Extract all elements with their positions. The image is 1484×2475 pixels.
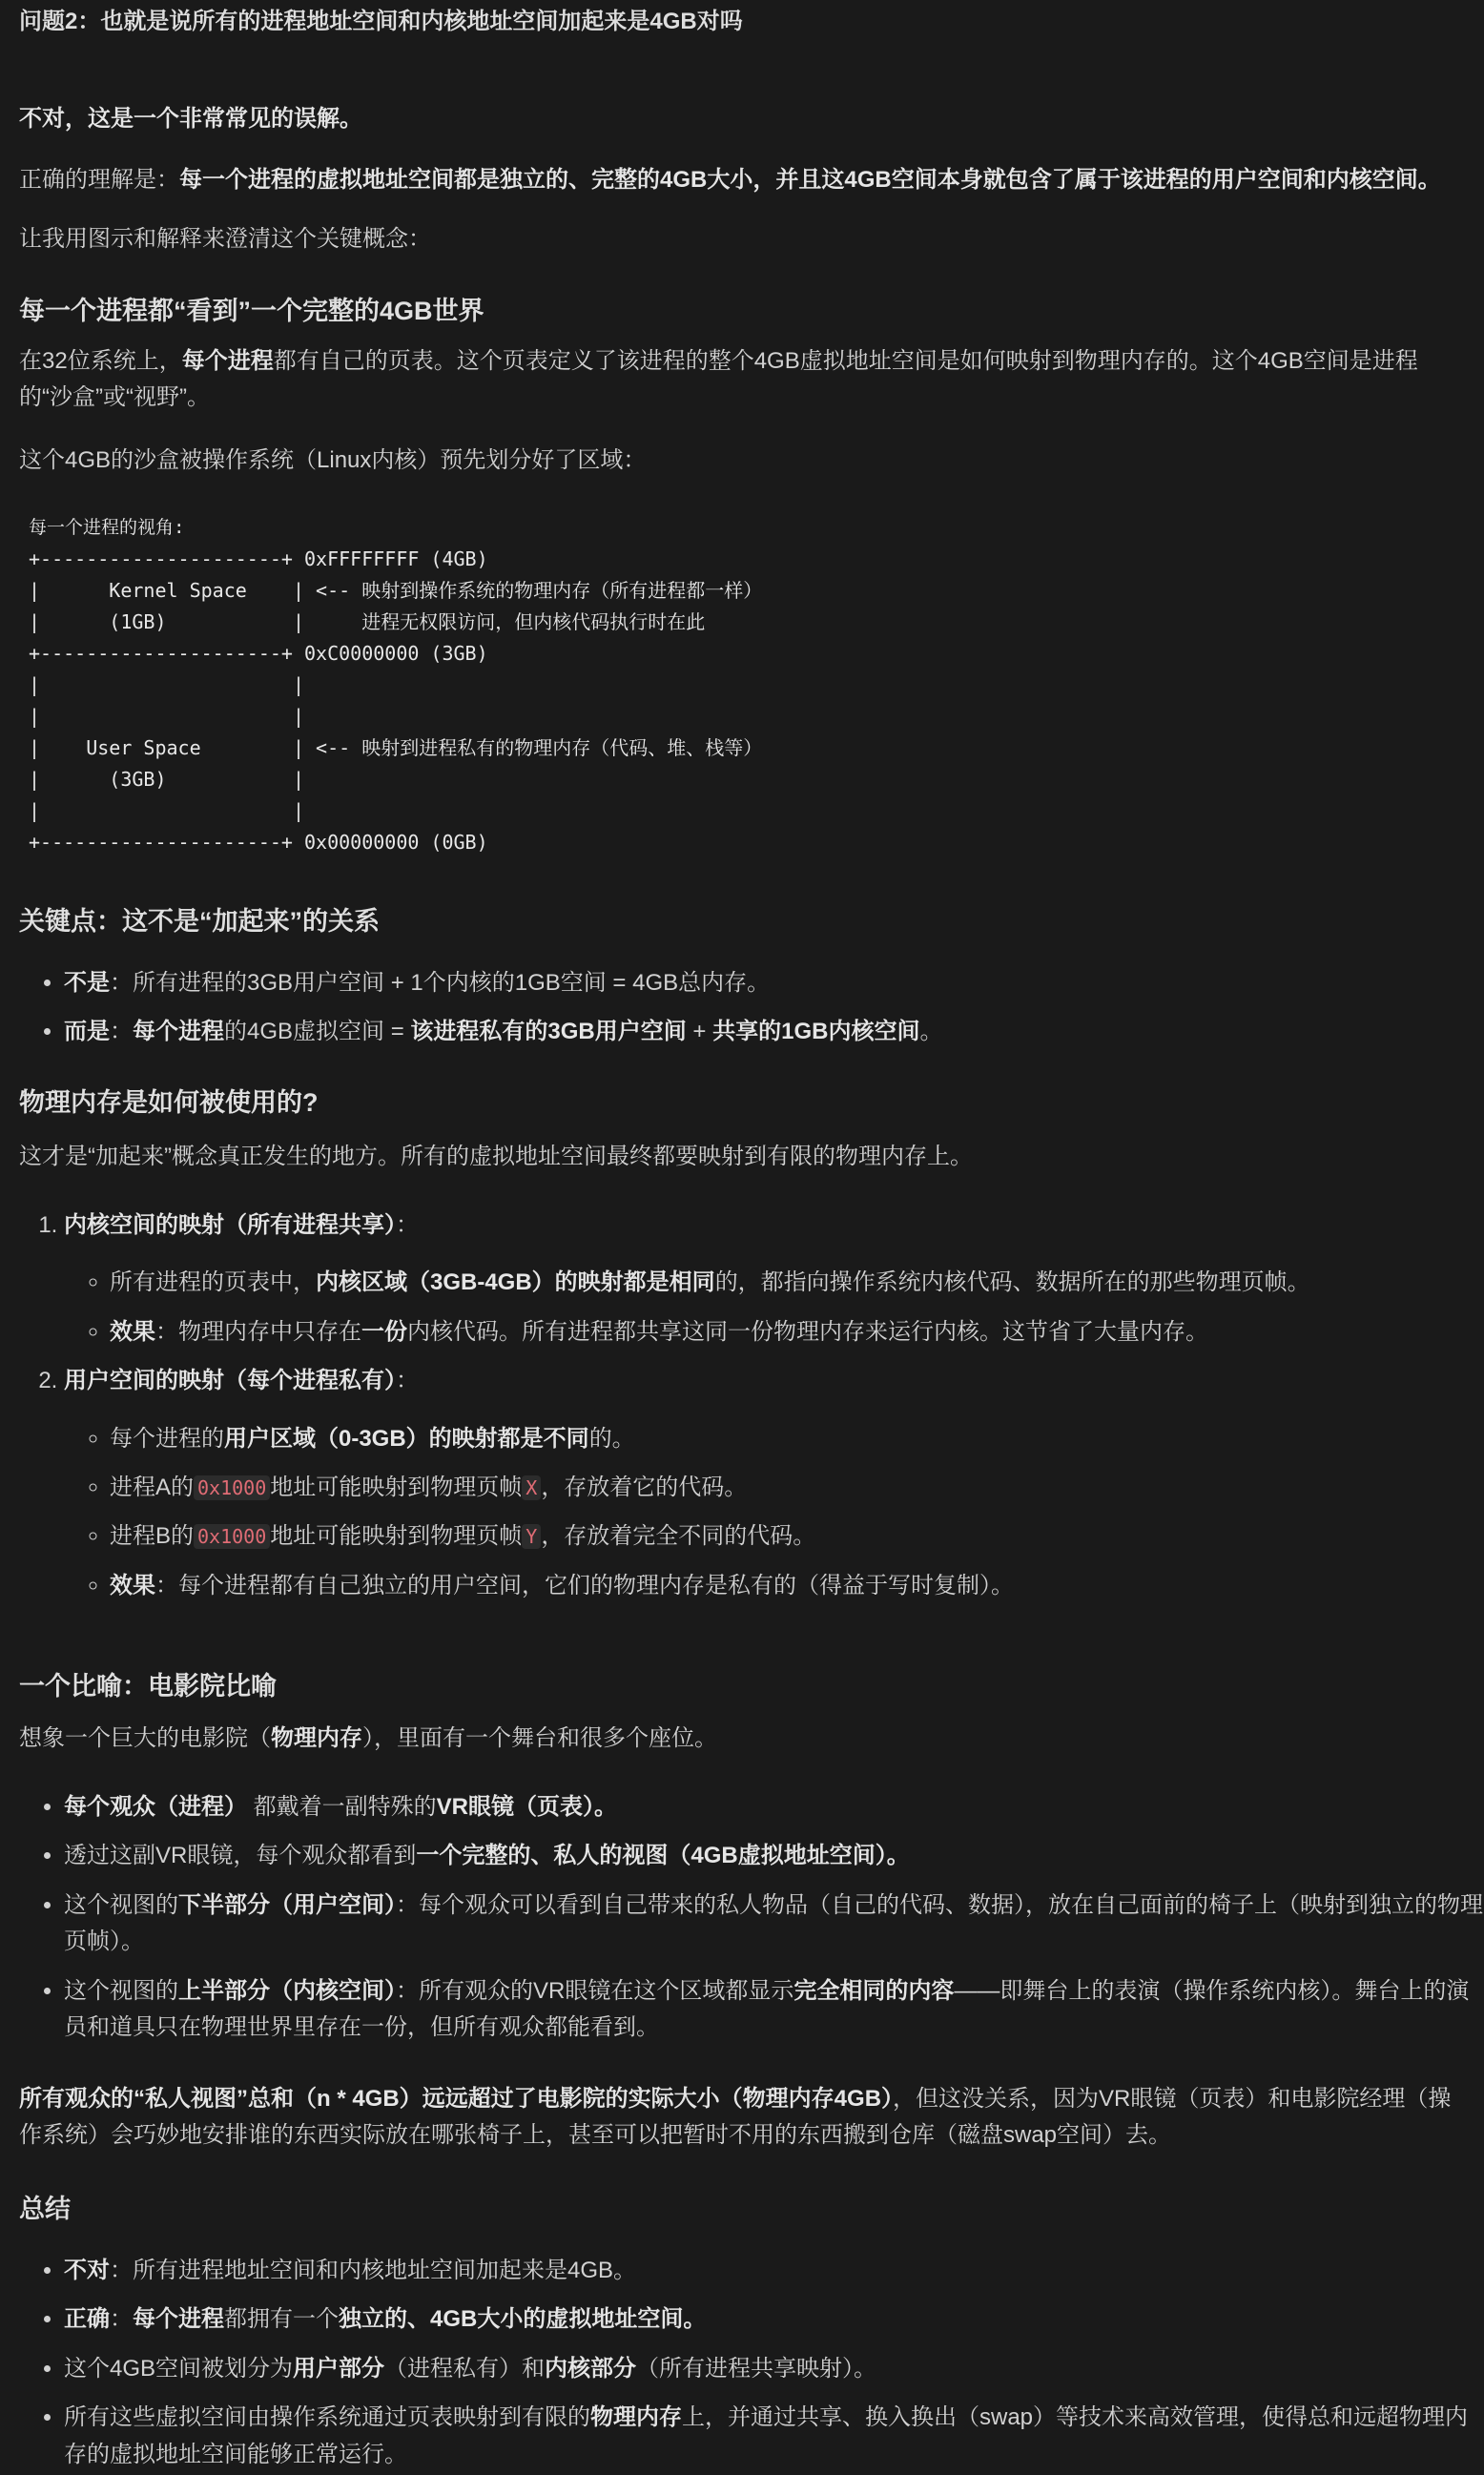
list-item: • 正确：每个进程都拥有一个独立的、4GB大小的虚拟地址空间。 (64, 2301, 1484, 2338)
section4-heading: 一个比喻：电影院比喻 (19, 1672, 277, 1701)
list-item: • 所有这些虚拟空间由操作系统通过页表映射到有限的物理内存上，并通过共享、换入换出（swap）等技术来高效管理，使得总和远超物理内存的虚拟地址空间能够正常运行。 (64, 2400, 1484, 2473)
inline-code: 0x1000 (194, 1475, 270, 1500)
address-space-diagram (29, 511, 762, 858)
list-item: • 不对：所有进程地址空间和内核地址空间加起来是4GB。 (64, 2253, 1484, 2289)
list-item: • 这个视图的上半部分（内核空间）：所有观众的VR眼镜在这个区域都显示完全相同的内容——即舞台上的表演（操作系统内核）。舞台上的演员和道具只在物理世界里存在一份，但所有观众都能看到。 (64, 1973, 1484, 2047)
diagram-line: | User Space | <-- 映射到进程私有的物理内存（代码、堆、栈等） (29, 736, 763, 759)
inline-code: 0x1000 (194, 1524, 270, 1549)
question-title: 问题2：也就是说所有的进程地址空间和内核地址空间加起来是4GB对吗 (19, 9, 743, 34)
section1-heading: 每一个进程都“看到”一个完整的4GB世界 (19, 297, 484, 325)
intro-text: 让我用图示和解释来澄清这个关键概念： (19, 226, 431, 252)
diagram-line: +---------------------+ 0xC0000000 (3GB) (29, 642, 488, 665)
list-item: • 这个4GB空间被划分为用户部分（进程私有）和内核部分（所有进程共享映射）。 (64, 2351, 1484, 2387)
section4-intro: 想象一个巨大的电影院（物理内存），里面有一个舞台和很多个座位。 (19, 1725, 717, 1751)
key-points-list (19, 965, 1466, 1051)
analogy-summary: 所有观众的“私人视图”总和（n * 4GB）远远超过了电影院的实际大小（物理内存4GB），但这没关系，因为VR眼镜（页表）和电影院经理（操作系统）会巧妙地安排谁的东西实际放在哪张椅子上，甚至可以把暂时不用的东西搬到仓库（磁盘swap空间）去。 (19, 2086, 1452, 2149)
list-item: • 透过这副VR眼镜，每个观众都看到一个完整的、私人的视图（4GB虚拟地址空间）。 (64, 1838, 1484, 1874)
diagram-line: +---------------------+ 0x00000000 (0GB) (29, 831, 488, 854)
diagram-line: | | (29, 799, 304, 822)
inline-code: X (522, 1475, 541, 1500)
list-item: ◦ 效果：每个进程都有自己独立的用户空间，它们的物理内存是私有的（得益于写时复制）。 (110, 1568, 1484, 1604)
diagram-title: 每一个进程的视角: (29, 517, 185, 538)
answer-lead: 不对，这是一个非常常见的误解。 (19, 106, 362, 132)
diagram-line: | Kernel Space | <-- 映射到操作系统的物理内存（所有进程都一样） (29, 579, 763, 602)
diagram-line: +---------------------+ 0xFFFFFFFF (4GB) (29, 547, 488, 570)
list-item: • 每个观众（进程） 都戴着一副特殊的VR眼镜（页表）。 (64, 1789, 1484, 1825)
inline-code: Y (522, 1524, 541, 1549)
list-item: 2. 用户空间的映射（每个进程私有）： ◦ 每个进程的用户区域（0-3GB）的映射都是不同的。 ◦ 进程A的 0x1000 地址可能映射到物理页帧 X ，存放着它的代码。 ◦ 进程B的 0x1000 地址可能映射到物理页帧 Y ，存放着完全不同的代码。 ◦ 效果：每个进程都有自己独立的用户空间，它们的物理内存是私有的（得益于写时复制）。 (64, 1363, 1484, 1604)
list-item: ◦ 每个进程的用户区域（0-3GB）的映射都是不同的。 (110, 1421, 1484, 1457)
analogy-list (19, 1789, 1484, 2046)
summary-list (19, 2253, 1484, 2473)
diagram-line: | | (29, 673, 304, 696)
list-item: • 不是：所有进程的3GB用户空间 + 1个内核的1GB空间 = 4GB总内存。 (64, 965, 1466, 1001)
section3-heading: 物理内存是如何被使用的? (19, 1088, 319, 1117)
section3-intro: 这才是“加起来”概念真正发生的地方。所有的虚拟地址空间最终都要映射到有限的物理内存上。 (19, 1144, 973, 1169)
list-item: 1. 内核空间的映射（所有进程共享）： ◦ 所有进程的页表中，内核区域（3GB-4GB）的映射都是相同的，都指向操作系统内核代码、数据所在的那些物理页帧。 ◦ 效果：物理内存中只存在一份内核代码。所有进程都共享这同一份物理内存来运行内核。这节省了大量内存。 (64, 1207, 1484, 1351)
list-item: ◦ 进程B的 0x1000 地址可能映射到物理页帧 Y ，存放着完全不同的代码。 (110, 1518, 1484, 1555)
list-item: ◦ 进程A的 0x1000 地址可能映射到物理页帧 X ，存放着它的代码。 (110, 1470, 1484, 1506)
diagram-line: | | (29, 705, 304, 728)
correct-understanding: 正确的理解是：每一个进程的虚拟地址空间都是独立的、完整的4GB大小，并且这4GB空间本身就包含了属于该进程的用户空间和内核空间。 (19, 167, 1441, 193)
diagram-line: | (1GB) | 进程无权限访问，但内核代码执行时在此 (29, 610, 706, 633)
section2-heading: 关键点：这不是“加起来”的关系 (19, 907, 380, 936)
section1-paragraph: 在32位系统上，每个进程都有自己的页表。这个页表定义了该进程的整个4GB虚拟地址空间是如何映射到物理内存的。这个4GB空间是进程的“沙盒”或“视野”。 (19, 348, 1418, 411)
section1-paragraph-2: 这个4GB的沙盒被操作系统（Linux内核）预先划分好了区域： (19, 447, 647, 473)
section5-heading: 总结 (19, 2195, 71, 2223)
diagram-line: | (3GB) | (29, 768, 304, 791)
list-item: • 这个视图的下半部分（用户空间）：每个观众可以看到自己带来的私人物品（自己的代码、数据），放在自己面前的椅子上（映射到独立的物理页帧）。 (64, 1887, 1484, 1961)
mapping-list (19, 1207, 1484, 1604)
list-item: • 而是：每个进程的4GB虚拟空间 = 该进程私有的3GB用户空间 + 共享的1GB内核空间。 (64, 1014, 1466, 1050)
list-item: ◦ 所有进程的页表中，内核区域（3GB-4GB）的映射都是相同的，都指向操作系统内核代码、数据所在的那些物理页帧。 (110, 1265, 1484, 1301)
list-item: ◦ 效果：物理内存中只存在一份内核代码。所有进程都共享这同一份物理内存来运行内核。这节省了大量内存。 (110, 1314, 1484, 1351)
